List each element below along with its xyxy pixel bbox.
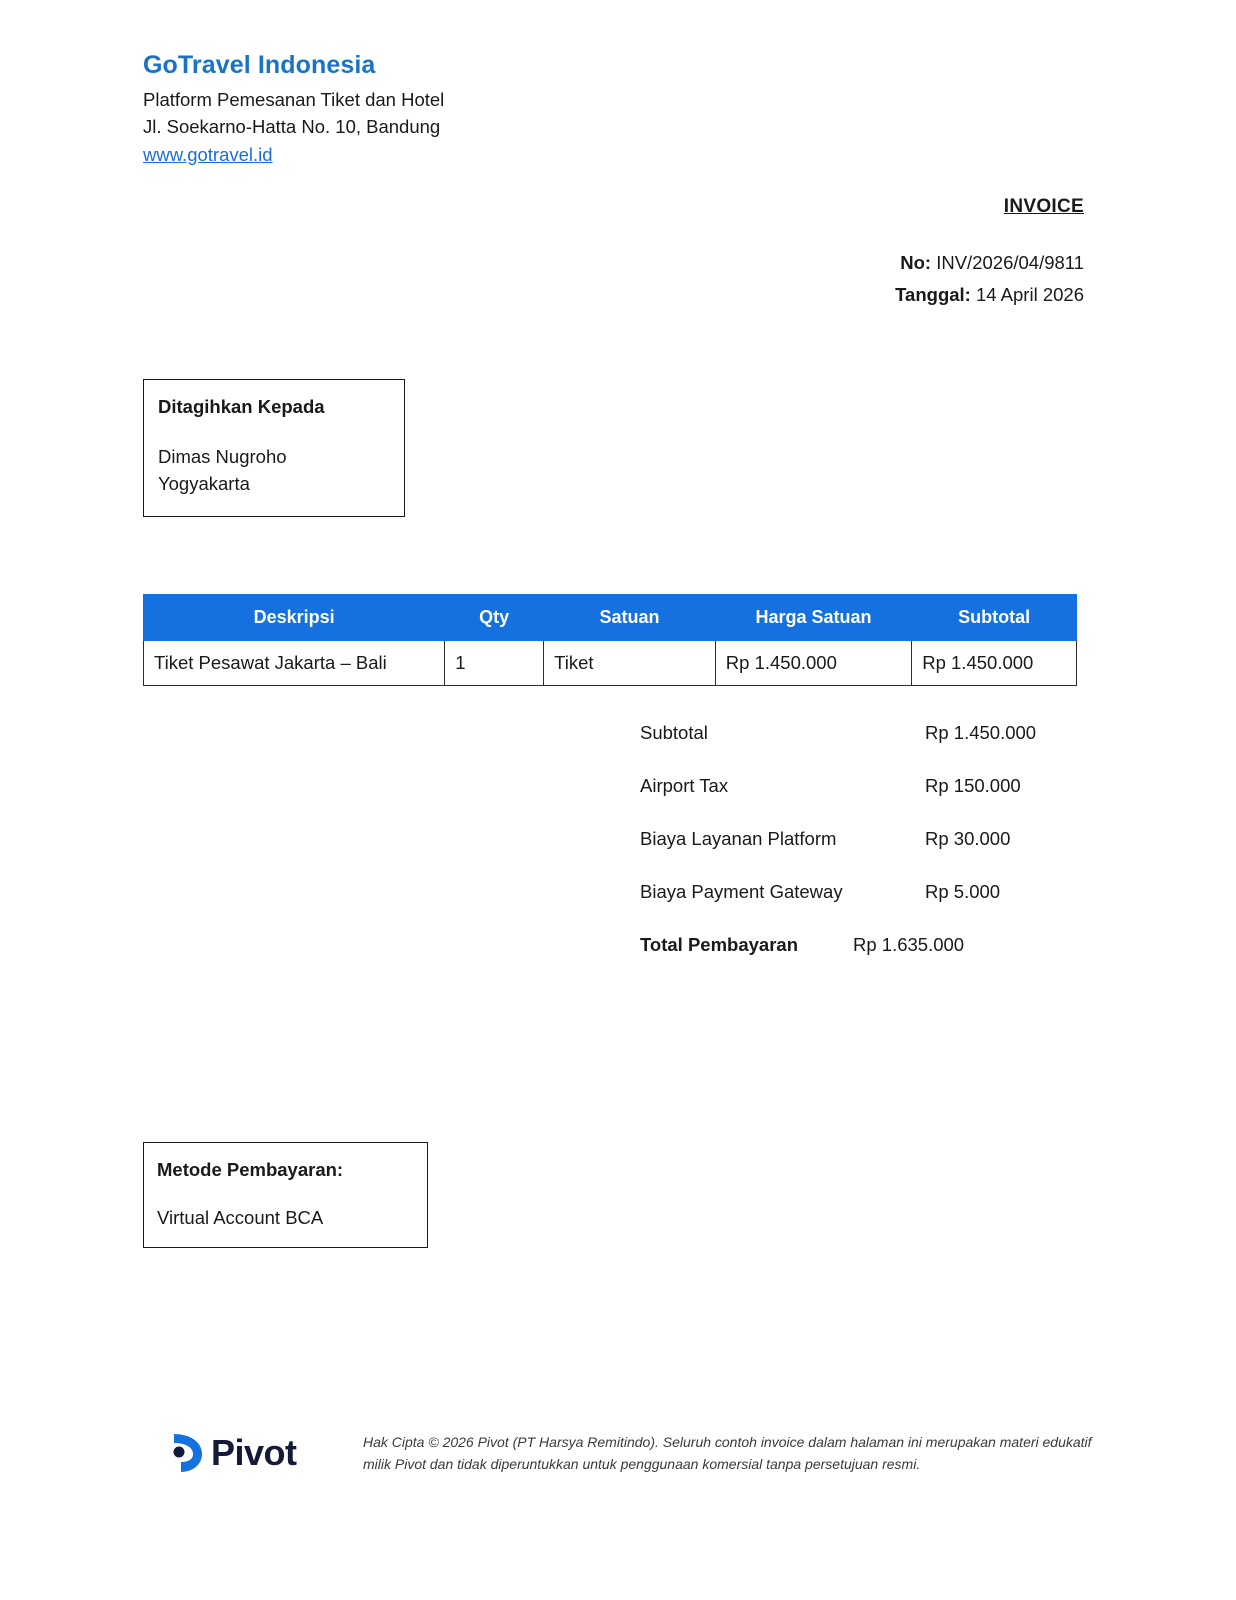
company-website-link[interactable]: www.gotravel.id bbox=[143, 143, 273, 165]
bill-to-city: Yogyakarta bbox=[158, 472, 250, 494]
grand-total-label: Total Pembayaran bbox=[640, 934, 798, 955]
table-header-row bbox=[144, 595, 1077, 641]
grand-total-value: Rp 1.635.000 bbox=[853, 934, 965, 955]
cell-unit: Tiket bbox=[544, 641, 716, 686]
totals-row-subtotal bbox=[640, 722, 1080, 775]
invoice-number-label: No: bbox=[900, 252, 932, 273]
table-row bbox=[144, 641, 1077, 686]
bill-to-title: Ditagihkan Kepada bbox=[158, 396, 325, 417]
invoice-date-label: Tanggal: bbox=[895, 283, 971, 305]
company-name: GoTravel Indonesia bbox=[143, 51, 376, 79]
header-deskripsi: Deskripsi bbox=[144, 595, 445, 641]
payment-method-title: Metode Pembayaran: bbox=[157, 1159, 344, 1180]
payment-method-value: Virtual Account BCA bbox=[157, 1207, 324, 1228]
payment-method-box bbox=[143, 1142, 428, 1248]
pivot-logo bbox=[170, 1432, 345, 1474]
totals-value-subtotal: Rp 1.450.000 bbox=[925, 722, 1037, 743]
invoice-meta bbox=[895, 247, 1084, 311]
cell-description: Tiket Pesawat Jakarta – Bali bbox=[144, 641, 445, 686]
invoice-number-value: INV/2026/04/9811 bbox=[936, 252, 1084, 273]
pivot-wordmark: Pivot bbox=[211, 1432, 297, 1473]
footer-disclaimer bbox=[363, 1432, 1103, 1475]
totals-row-airport-tax bbox=[640, 775, 1080, 828]
invoice-number-row bbox=[895, 247, 1084, 279]
items-table bbox=[143, 594, 1077, 686]
footer-disclaimer-line2: milik Pivot dan tidak diperuntukkan untuk penggunaan komersial tanpa persetujuan resmi. bbox=[363, 1455, 921, 1472]
totals-row-platform-fee bbox=[640, 828, 1080, 881]
cell-qty: 1 bbox=[445, 641, 544, 686]
header-qty: Qty bbox=[445, 595, 544, 641]
company-header bbox=[143, 50, 1083, 168]
company-address: Jl. Soekarno-Hatta No. 10, Bandung bbox=[143, 116, 441, 138]
page-footer bbox=[0, 1432, 1236, 1475]
header-subtotal: Subtotal bbox=[912, 595, 1077, 641]
pivot-mark-icon bbox=[170, 1432, 204, 1474]
totals-value-payment-gateway: Rp 5.000 bbox=[925, 881, 1001, 902]
company-tagline: Platform Pemesanan Tiket dan Hotel bbox=[143, 89, 445, 110]
header-harga-satuan: Harga Satuan bbox=[715, 595, 911, 641]
invoice-title: INVOICE bbox=[1003, 196, 1084, 217]
cell-unit-price: Rp 1.450.000 bbox=[715, 641, 911, 686]
totals-label-subtotal: Subtotal bbox=[640, 722, 708, 743]
totals-row-payment-gateway bbox=[640, 881, 1080, 934]
invoice-date-row bbox=[895, 279, 1084, 311]
totals-row-grand-total bbox=[640, 934, 1080, 987]
totals-label-platform-fee: Biaya Layanan Platform bbox=[640, 828, 837, 849]
totals-value-platform-fee: Rp 30.000 bbox=[925, 828, 1011, 849]
cell-subtotal: Rp 1.450.000 bbox=[912, 641, 1077, 686]
totals-section bbox=[640, 722, 1080, 987]
totals-label-payment-gateway: Biaya Payment Gateway bbox=[640, 881, 843, 902]
footer-disclaimer-line1: Hak Cipta © 2026 Pivot (PT Harsya Remitindo). Seluruh contoh invoice dalam halaman ini merupakan materi edukatif bbox=[363, 1434, 1092, 1450]
header-satuan: Satuan bbox=[544, 595, 716, 641]
totals-value-airport-tax: Rp 150.000 bbox=[925, 775, 1021, 796]
bill-to-name: Dimas Nugroho bbox=[158, 446, 287, 467]
bill-to-box bbox=[143, 379, 405, 517]
totals-label-airport-tax: Airport Tax bbox=[640, 775, 729, 796]
invoice-date-value: 14 April 2026 bbox=[975, 283, 1084, 305]
